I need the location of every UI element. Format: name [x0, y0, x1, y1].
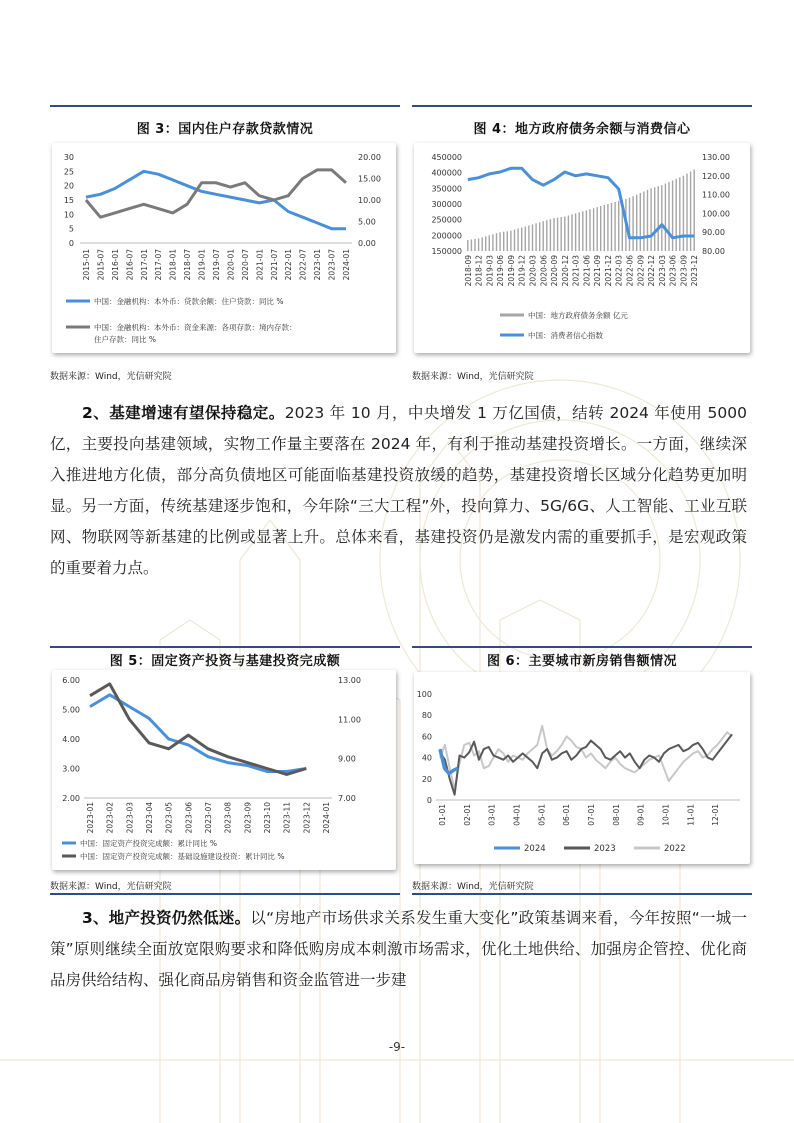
fig3-ytick-right: 15.00	[358, 174, 381, 184]
fig4-xtick: 2022-03	[614, 255, 624, 287]
fig3-xtick: 2020-01	[226, 249, 236, 281]
fig4-bar	[507, 231, 508, 251]
fig3-ytick-right: 5.00	[358, 217, 376, 227]
fig6-ytick: 20	[421, 774, 432, 784]
fig3-xtick: 2023-01	[313, 249, 323, 281]
fig4-bar	[672, 181, 673, 252]
fig4-bar	[575, 213, 576, 251]
paragraph-infrastructure	[50, 398, 747, 584]
fig4-bar	[514, 230, 515, 251]
fig5-xtick: 2023-06	[184, 802, 194, 834]
fig5-ytick-right: 9.00	[338, 754, 356, 764]
fig4-bar	[546, 220, 547, 251]
fig3-chart	[52, 143, 396, 353]
fig3-xtick: 2019-01	[197, 249, 207, 281]
fig4-bar	[629, 198, 630, 251]
fig4-ytick-right: 110.00	[702, 190, 730, 200]
fig4-bar	[611, 203, 612, 251]
fig6-xtick: 12-01	[711, 804, 721, 826]
fig4-ytick-left: 350000	[431, 184, 462, 194]
fig4-bar	[694, 170, 695, 252]
fig4-bar	[467, 240, 468, 251]
fig3-xtick: 2016-01	[110, 249, 120, 281]
fig4-source: 数据来源：Wind，光信研究院	[412, 372, 534, 382]
fig4-bar	[683, 176, 684, 251]
fig6-xtick: 02-01	[462, 804, 472, 826]
fig3-legend-deposit-label: 中国：金融机构：本外币：资金来源：各项存款：境内存款：	[94, 323, 297, 332]
fig3-xtick: 2022-01	[284, 249, 294, 281]
fig3-xtick: 2021-07	[269, 249, 279, 281]
fig4-bar	[650, 188, 651, 251]
fig4-xtick: 2023-12	[690, 255, 700, 287]
fig4-bar	[571, 214, 572, 251]
fig4-ytick-left: 150000	[431, 247, 462, 256]
fig4-bar	[478, 239, 479, 252]
fig6-ytick: 60	[421, 732, 432, 742]
fig4-bar	[676, 179, 677, 251]
fig3-ytick-left: 25	[63, 167, 74, 177]
fig6-xtick: 03-01	[487, 804, 497, 826]
fig5-ytick-left: 5.00	[62, 705, 80, 715]
fig4-bar	[525, 227, 526, 252]
fig3-xtick: 2018-01	[168, 249, 178, 281]
fig4-bar	[579, 212, 580, 251]
fig4-bar	[614, 202, 615, 251]
paragraph-infrastructure-lead: 2、基建增速有望保持稳定。	[82, 404, 285, 422]
fig5-xtick: 2023-12	[302, 802, 312, 834]
fig6-source: 数据来源：Wind，光信研究院	[412, 882, 534, 892]
fig4-xtick: 2023-03	[657, 255, 667, 287]
fig5-series-infra	[90, 684, 306, 775]
fig3-caption: 图 3：国内住户存款贷款情况	[136, 122, 314, 137]
fig4-bar	[632, 196, 633, 251]
fig4-bar	[647, 190, 648, 251]
fig3-xtick: 2024-01	[342, 249, 351, 281]
fig5-xtick: 2023-11	[282, 802, 292, 834]
fig6-xtick: 11-01	[686, 804, 696, 826]
fig4-xtick: 2019-06	[496, 255, 506, 287]
fig5-xtick: 2023-07	[204, 802, 213, 834]
fig4-xtick: 2023-09	[679, 255, 689, 287]
fig3-ytick-left: 10	[63, 210, 74, 220]
fig5-caption: 图 5：固定资产投资与基建投资完成额	[109, 654, 341, 669]
fig4-bar	[539, 222, 540, 251]
fig6-xtick: 08-01	[611, 804, 621, 826]
bottom-rule-left	[50, 893, 400, 895]
mid-rule-right	[412, 646, 752, 648]
fig4-ytick-left: 300000	[431, 200, 462, 209]
fig5-xtick: 2023-09	[243, 802, 253, 834]
fig5-xtick: 2023-04	[145, 802, 154, 834]
fig3-ytick-left: 20	[63, 181, 74, 191]
fig6-xtick: 10-01	[661, 804, 671, 826]
fig3-xtick: 2021-01	[255, 249, 265, 281]
fig4-bar	[640, 193, 641, 251]
fig5-xtick: 2023-05	[164, 802, 174, 834]
fig4-ytick-right: 90.00	[702, 228, 725, 238]
fig4-xtick: 2022-09	[636, 255, 646, 287]
fig5-ytick-left: 6.00	[62, 676, 80, 685]
fig3-legend-loan-label: 中国：金融机构：本外币：贷款余额：住户贷款：同比 %	[94, 297, 284, 306]
fig4-xtick: 2020-03	[528, 255, 538, 287]
fig4-bar	[582, 211, 583, 251]
fig6-series-2022	[440, 726, 732, 790]
fig6-ytick: 80	[421, 711, 432, 721]
fig4-legend-confidence-label: 中国：消费者信心指数	[528, 331, 603, 340]
fig4-svg	[414, 143, 750, 353]
mid-rule-left	[50, 646, 400, 648]
fig4-bar	[492, 234, 493, 251]
fig5-xtick: 2023-01	[86, 802, 95, 834]
fig6-xtick: 09-01	[636, 804, 646, 826]
fig3-svg	[52, 143, 396, 353]
paragraph-real-estate	[50, 903, 747, 996]
fig4-ytick-left: 400000	[431, 168, 462, 178]
fig3-legend-deposit-label-1: 住户存款：同比 %	[94, 335, 157, 344]
fig3-xtick: 2015-01	[82, 249, 91, 281]
fig4-bar	[690, 172, 691, 251]
fig6-legend-label-2022: 2022	[664, 844, 686, 854]
fig3-ytick-left: 0	[68, 239, 74, 248]
fig4-bar	[553, 218, 554, 251]
fig5-xtick: 2023-08	[223, 802, 233, 834]
fig6-ytick: 100	[416, 690, 432, 699]
fig3-xtick: 2020-07	[240, 249, 250, 281]
fig4-ytick-left: 200000	[431, 231, 462, 241]
top-rule-right	[412, 105, 752, 107]
fig4-xtick: 2023-06	[668, 255, 678, 287]
fig4-bar	[564, 217, 565, 252]
fig4-xtick: 2019-03	[485, 255, 495, 287]
fig5-ytick-right: 11.00	[338, 715, 361, 725]
fig5-chart	[52, 670, 396, 870]
fig4-ytick-right: 100.00	[702, 209, 730, 219]
fig3-xtick: 2023-07	[327, 249, 337, 281]
fig6-caption: 图 6：主要城市新房销售额情况	[486, 654, 678, 669]
paragraph-infrastructure-body: 2023 年 10 月，中央增发 1 万亿国债，结转 2024 年使用 5000 亿，主要投向基建领域，实物工作量主要落在 2024 年，有利于推动基建投资增长。一方面，继续深入推进地方化债，部分高负债地区可能面临基建投资放缓的趋势，基建投资增长区域分化趋势更加明显。另一方面，传统基建逐步饱和，今年除“三大工程”外，投向算力、5G/6G、人工智能、工业互联网、物联网等新基建的比例或显著上升。总体来看，基建投资仍是激发内需的重要抓手，是宏观政策的重要着力点。	[50, 404, 747, 577]
fig5-xtick: 2023-02	[105, 802, 115, 834]
fig4-ytick-left: 450000	[431, 153, 462, 162]
fig4-bar	[589, 209, 590, 251]
page-number: -9-	[388, 1040, 406, 1054]
fig4-bar	[654, 187, 655, 251]
fig5-ytick-left: 4.00	[62, 735, 80, 744]
fig3-ytick-left: 30	[63, 153, 74, 162]
fig4-bar	[474, 239, 475, 251]
fig6-xtick: 01-01	[438, 804, 447, 826]
fig4-bar	[604, 205, 605, 251]
fig4-bar	[532, 224, 533, 251]
fig4-bar	[535, 223, 536, 251]
fig4-xtick: 2018-12	[474, 255, 484, 287]
fig4-bar	[643, 192, 644, 252]
fig4-bar	[658, 186, 659, 251]
fig3-xtick: 2016-07	[125, 249, 135, 281]
fig5-ytick-left: 2.00	[62, 794, 80, 803]
fig4-bar	[607, 204, 608, 251]
fig4-bar	[561, 217, 562, 251]
fig4-bar	[550, 219, 551, 251]
fig4-bar	[593, 208, 594, 251]
fig4-bar	[600, 206, 601, 251]
fig4-ytick-right: 120.00	[702, 171, 730, 181]
fig4-bar	[543, 221, 544, 251]
fig4-xtick: 2019-12	[517, 255, 527, 287]
fig4-bar	[661, 185, 662, 251]
fig4-ytick-right: 130.00	[702, 153, 730, 162]
fig4-bar	[496, 233, 497, 251]
fig6-series-2023	[440, 734, 732, 794]
fig4-bar	[485, 236, 486, 251]
fig4-xtick: 2021-12	[603, 255, 613, 287]
fig4-xtick: 2021-03	[571, 255, 581, 287]
fig4-xtick: 2022-06	[625, 255, 635, 287]
fig3-xtick: 2022-07	[298, 249, 308, 281]
fig4-bar	[510, 231, 511, 251]
fig3-ytick-right: 0.00	[358, 239, 376, 248]
fig4-bar	[618, 201, 619, 251]
fig5-legend-fai-label: 中国：固定资产投资完成额：累计同比 %	[80, 839, 218, 848]
fig4-xtick: 2021-09	[593, 255, 603, 287]
fig4-bar	[636, 195, 637, 251]
fig5-xtick: 2024-01	[322, 802, 331, 834]
fig6-xtick: 07-01	[587, 804, 596, 826]
fig3-ytick-right: 20.00	[358, 153, 381, 162]
bottom-rule-right	[412, 893, 752, 895]
fig4-bar	[503, 232, 504, 251]
fig6-xtick: 04-01	[512, 804, 522, 826]
fig4-bar	[665, 184, 666, 251]
fig3-ytick-right: 10.00	[358, 196, 381, 205]
fig6-svg	[414, 672, 750, 864]
fig4-bar	[521, 228, 522, 252]
fig5-ytick-right: 13.00	[338, 676, 361, 685]
fig6-ytick: 40	[421, 753, 432, 763]
top-rule-left	[50, 105, 400, 107]
fig4-bar	[568, 216, 569, 252]
fig4-xtick: 2020-09	[550, 255, 560, 287]
fig3-ytick-left: 15	[63, 196, 74, 205]
fig5-ytick-right: 7.00	[338, 794, 356, 803]
paragraph-real-estate-body: 以“房地产市场供求关系发生重大变化”政策基调来看，今年按照“一城一策”原则继续全面放宽限购要求和降低购房成本刺激市场需求，优化土地供给、加强房企管控、优化商品房供给结构、强化商品房销售和资金监管进一步建	[50, 909, 747, 989]
fig6-chart	[414, 672, 750, 864]
fig4-ytick-left: 250000	[431, 215, 462, 225]
fig4-bar	[586, 210, 587, 251]
fig5-svg	[52, 670, 396, 870]
fig5-xtick: 2023-03	[125, 802, 135, 834]
fig6-ytick: 0	[426, 796, 432, 805]
fig4-bar	[499, 232, 500, 251]
fig4-legend-debt-label: 中国：地方政府债务余额 亿元	[528, 311, 628, 320]
fig4-ytick-right: 80.00	[702, 247, 725, 256]
fig4-bar	[528, 225, 529, 251]
fig4-series-confidence	[468, 168, 694, 238]
fig3-xtick: 2017-07	[154, 249, 164, 281]
fig5-source: 数据来源：Wind，光信研究院	[50, 882, 172, 892]
fig4-xtick: 2020-06	[539, 255, 549, 287]
fig3-xtick: 2017-01	[139, 249, 149, 281]
fig4-bar	[668, 182, 669, 251]
fig6-xtick: 05-01	[537, 804, 547, 826]
fig3-xtick: 2019-07	[212, 249, 221, 281]
fig3-xtick: 2018-07	[183, 249, 193, 281]
fig4-bar	[557, 218, 558, 251]
fig3-source: 数据来源：Wind，光信研究院	[50, 372, 172, 382]
fig3-xtick: 2015-07	[96, 249, 106, 281]
fig4-xtick: 2018-09	[463, 255, 473, 287]
fig4-bar	[686, 174, 687, 251]
fig4-bar	[489, 235, 490, 251]
fig5-legend-infra-label: 中国：固定资产投资完成额：基础设施建设投资：累计同比 %	[80, 852, 285, 861]
fig4-xtick: 2021-06	[582, 255, 592, 287]
fig5-ytick-left: 3.00	[62, 764, 80, 774]
fig4-bar	[471, 240, 472, 252]
paragraph-real-estate-lead: 3、地产投资仍然低迷。	[82, 909, 251, 927]
fig4-xtick: 2022-12	[647, 255, 657, 287]
fig4-bar	[517, 229, 518, 252]
fig4-bar	[597, 207, 598, 251]
fig4-caption: 图 4：地方政府债务余额与消费信心	[473, 122, 691, 137]
fig5-xtick: 2023-10	[263, 802, 272, 834]
fig4-bar	[482, 237, 483, 251]
fig6-legend-label-2024: 2024	[524, 844, 546, 854]
fig3-ytick-left: 5	[68, 224, 74, 234]
fig3-series-loan	[86, 171, 346, 228]
fig4-xtick: 2020-12	[560, 255, 570, 287]
fig4-bar	[679, 177, 680, 251]
fig6-legend-label-2023: 2023	[594, 844, 616, 854]
fig4-xtick: 2019-09	[506, 255, 516, 287]
fig6-xtick: 06-01	[562, 804, 572, 826]
fig4-chart	[414, 143, 750, 353]
